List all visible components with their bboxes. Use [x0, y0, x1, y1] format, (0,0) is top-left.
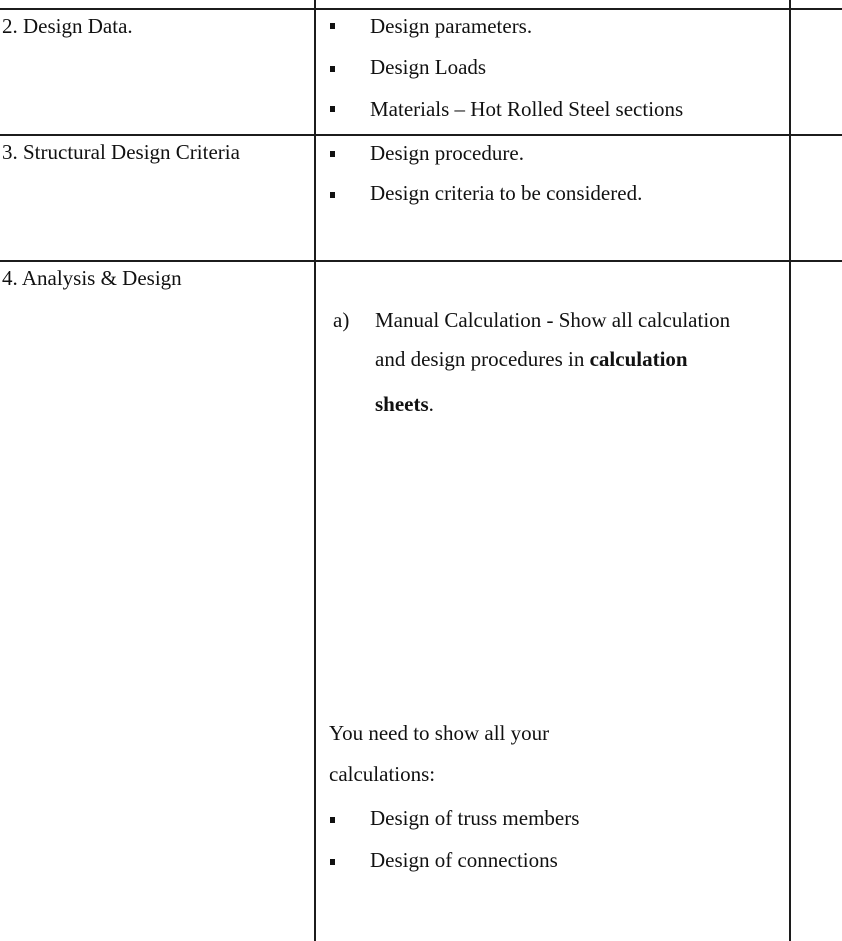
table-top-border	[0, 8, 842, 10]
column-divider-left	[314, 0, 316, 941]
bullet-design-procedure: Design procedure.	[370, 141, 524, 165]
bullet-marker	[330, 817, 335, 823]
bullet-design-loads: Design Loads	[370, 55, 487, 79]
item-a-line-3	[375, 392, 434, 416]
item-a-line-1: Manual Calculation - Show all calculation	[375, 308, 731, 332]
bullet-materials: Materials – Hot Rolled Steel sections	[370, 97, 684, 121]
bullet-connections: Design of connections	[370, 848, 558, 872]
bullet-marker	[330, 192, 335, 198]
note-line-2: calculations:	[329, 762, 436, 786]
bullet-marker	[330, 859, 335, 865]
item-a-line-3-tail: .	[428, 392, 434, 416]
row-label-analysis-design: 4. Analysis & Design	[2, 266, 182, 290]
bullet-marker	[330, 106, 335, 112]
bullet-truss-members: Design of truss members	[370, 806, 580, 830]
bullet-marker	[330, 23, 335, 29]
bullet-design-criteria: Design criteria to be considered.	[370, 181, 643, 205]
item-a-line-2-text: and design procedures in	[375, 347, 590, 371]
row-label-structural-design-criteria: 3. Structural Design Criteria	[2, 140, 240, 164]
item-a-line-2-bold: calculation	[589, 347, 688, 371]
item-a-marker: a)	[333, 308, 350, 332]
item-a-line-3-bold: sheets	[375, 392, 429, 416]
row-divider-2	[0, 260, 842, 262]
item-a-line-2	[375, 347, 688, 371]
column-divider-right	[789, 0, 791, 941]
row-label-design-data: 2. Design Data.	[2, 14, 133, 38]
note-line-1: You need to show all your	[329, 721, 550, 745]
bullet-marker	[330, 151, 335, 157]
bullet-design-parameters: Design parameters.	[370, 14, 533, 38]
bullet-marker	[330, 66, 335, 72]
row-divider-1	[0, 134, 842, 136]
